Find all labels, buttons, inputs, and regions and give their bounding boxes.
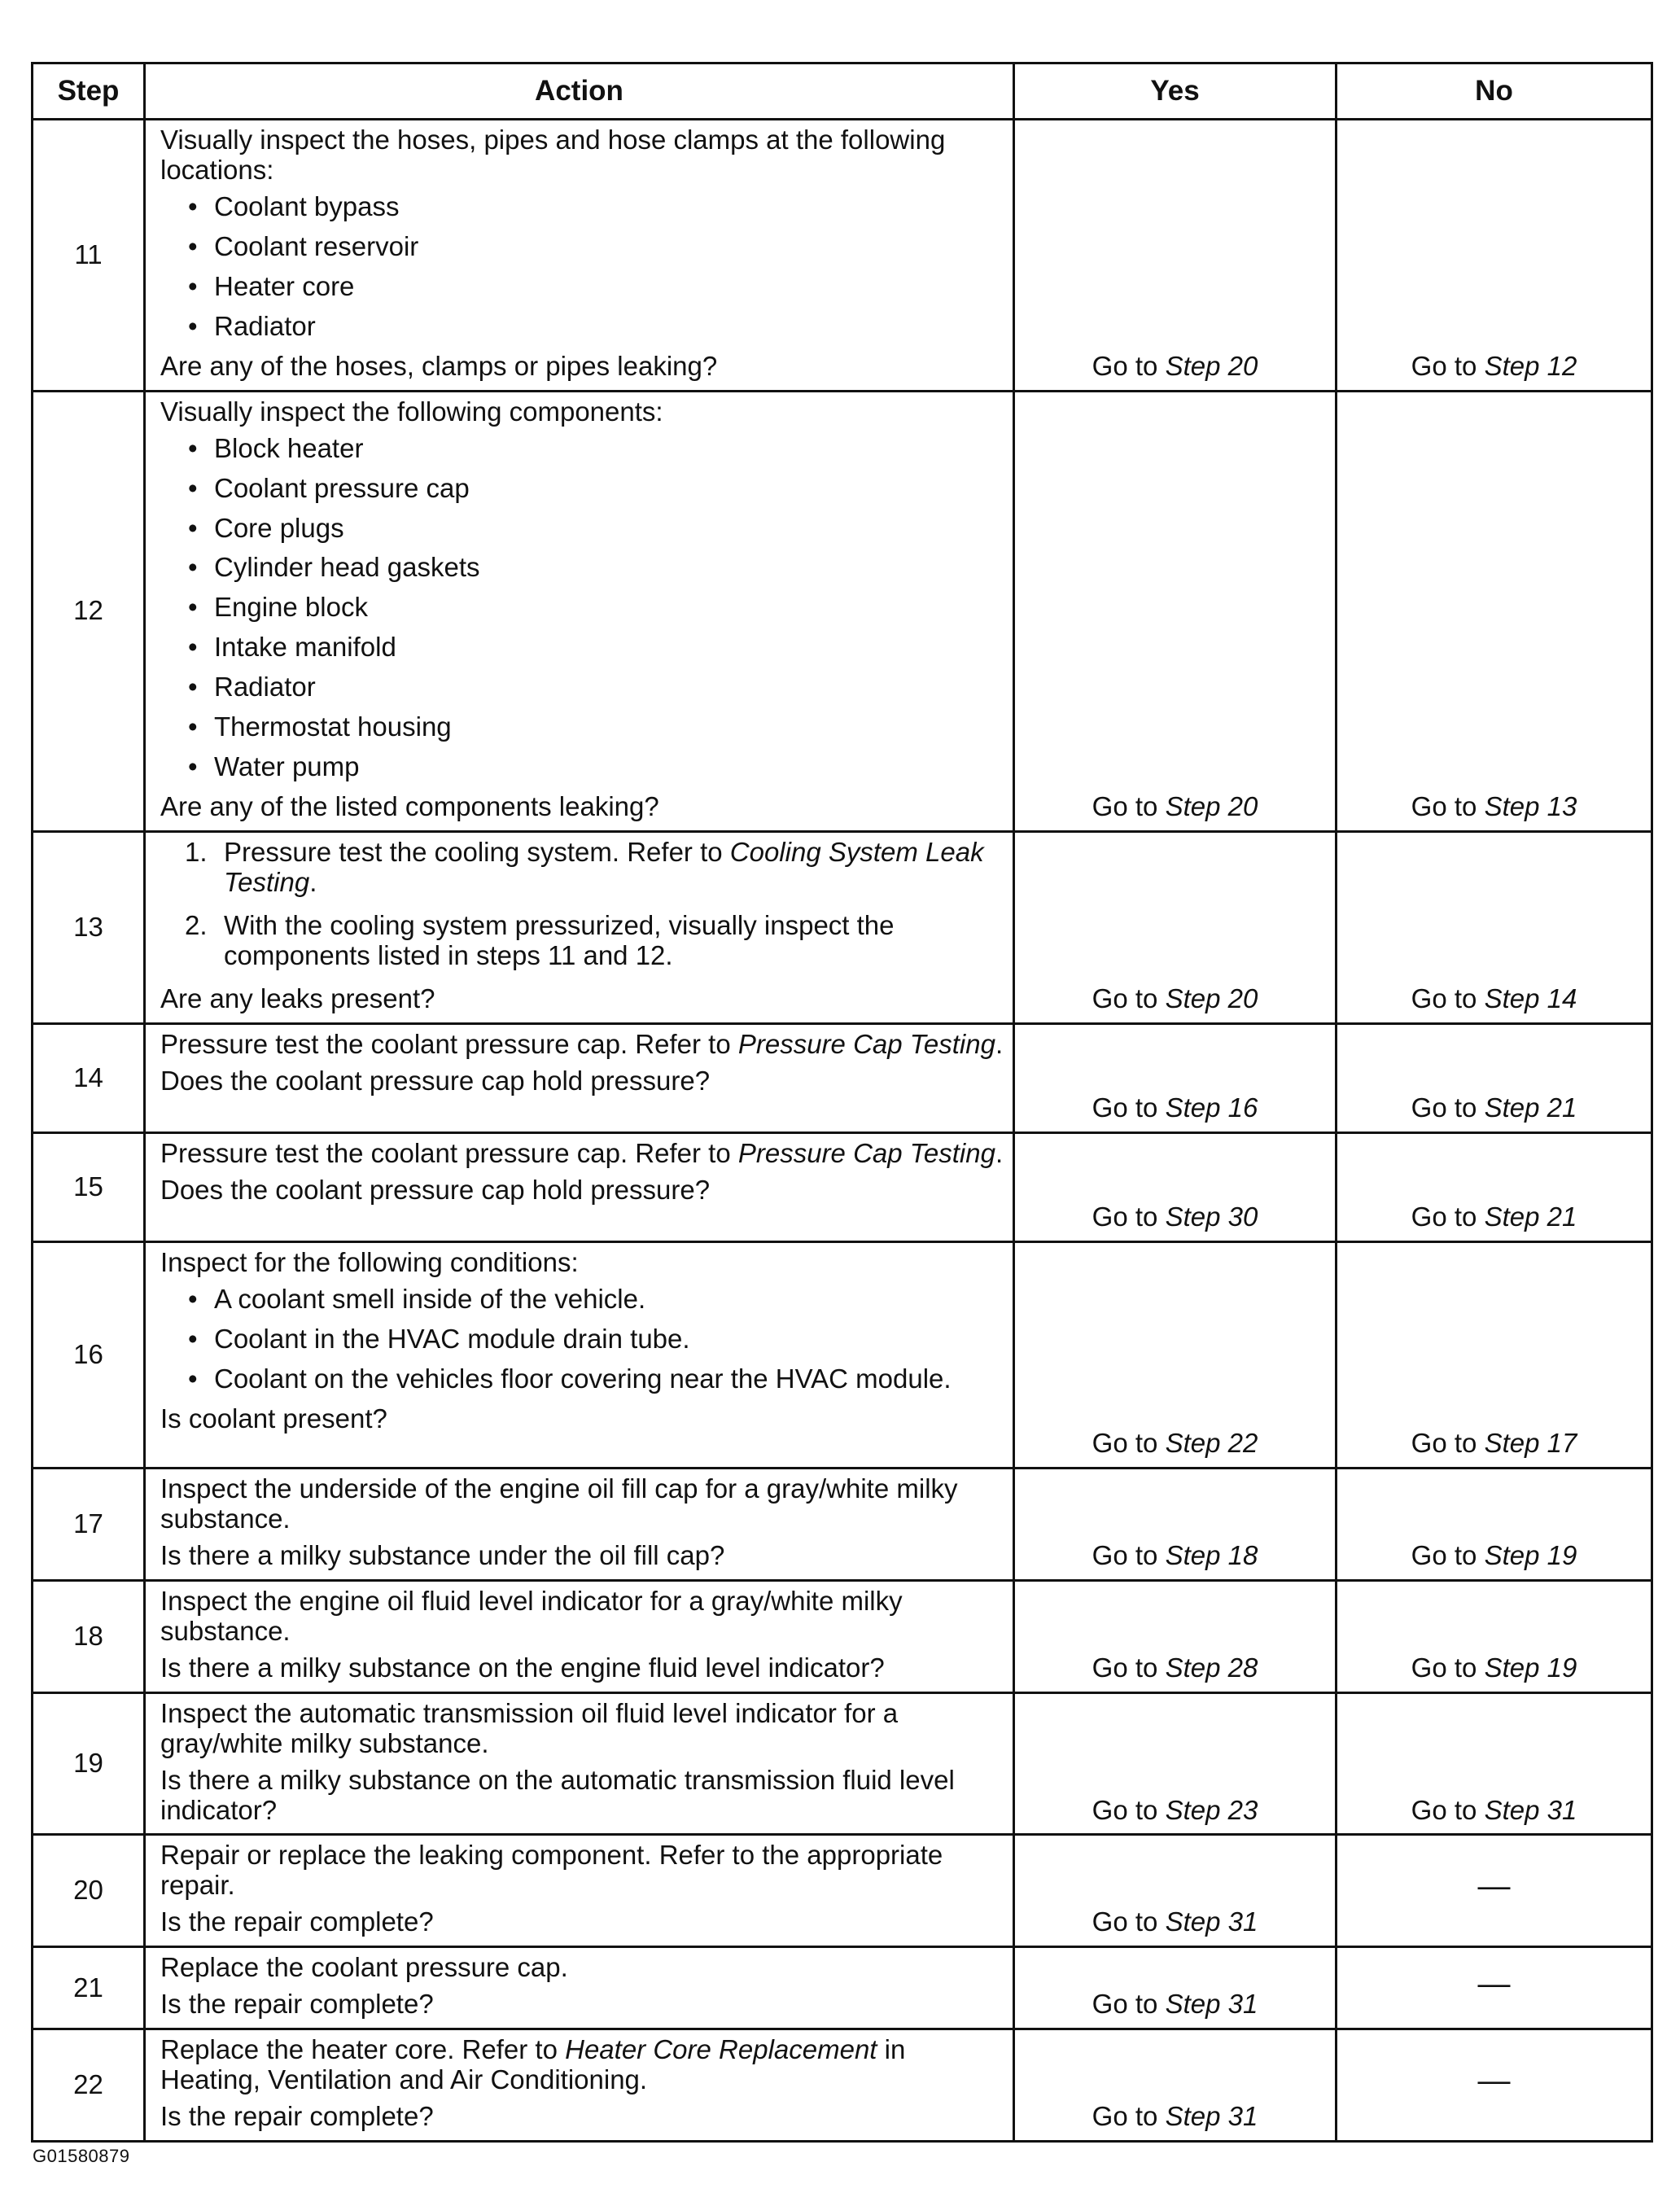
step-number: 20 [33,1835,145,1947]
instruction-text: Pressure test the coolant pressure cap. Refer to [160,1028,738,1059]
step-link[interactable]: Step 28 [1165,1652,1258,1683]
list-item: • A coolant smell inside of the vehicle. [160,1285,1004,1315]
action-question: Are any leaks present? [160,983,435,1013]
list-item [160,911,1004,971]
item-number: 1. [185,837,208,868]
reference-link[interactable]: Cooling System Leak Testing [224,837,984,898]
action-cell [145,1580,1014,1692]
step-link[interactable]: Step 13 [1484,791,1577,822]
yes-cell [1014,1241,1337,1468]
action-instruction: Inspect for the following conditions: [160,1246,579,1277]
action-question: Is coolant present? [160,1403,387,1434]
list-item: • Engine block [160,593,1004,623]
bullet-list [160,434,1004,783]
goto-prefix: Go to [1411,791,1485,822]
action-instruction [160,2035,1004,2095]
goto-prefix: Go to [1411,1794,1485,1825]
list-item: • Radiator [160,312,1004,342]
action-instruction [160,1030,1004,1060]
table-header-row [33,63,1652,120]
step-number: 15 [33,1132,145,1241]
yes-cell [1014,1947,1337,2029]
list-item: • Coolant pressure cap [160,474,1004,504]
list-item: • Intake manifold [160,633,1004,663]
action-question: Does the coolant pressure cap hold pressure? [160,1174,711,1205]
goto-prefix: Go to [1411,1201,1485,1232]
no-cell [1337,1468,1652,1580]
goto-prefix: Go to [1092,1906,1166,1937]
action-cell [145,1468,1014,1580]
yes-cell [1014,832,1337,1024]
table-row-step-14 [33,1023,1652,1132]
goto-prefix: Go to [1411,350,1485,381]
reference-link[interactable]: Pressure Cap Testing [737,1137,995,1168]
goto-prefix: Go to [1092,1989,1166,2020]
table-row-step-15 [33,1132,1652,1241]
table-row-step-17 [33,1468,1652,1580]
action-cell [145,2029,1014,2142]
action-cell [145,1132,1014,1241]
list-item: • Coolant in the HVAC module drain tube. [160,1324,1004,1355]
step-number: 19 [33,1692,145,1835]
yes-cell [1014,391,1337,831]
step-number: 18 [33,1580,145,1692]
action-cell [145,1692,1014,1835]
goto-prefix: Go to [1092,1427,1166,1458]
step-link[interactable]: Step 19 [1484,1652,1577,1683]
step-number: 12 [33,391,145,831]
instruction-text-after: . [995,1137,1004,1168]
goto-prefix: Go to [1092,350,1166,381]
yes-cell [1014,1580,1337,1692]
goto-prefix: Go to [1411,1092,1485,1123]
instruction-text: Replace the heater core. Refer to [160,2034,566,2065]
step-link[interactable]: Step 21 [1484,1201,1577,1232]
header-yes: Yes [1014,63,1337,120]
no-cell [1337,1692,1652,1835]
action-instruction: Repair or replace the leaking component. Refer to the appropriate repair. [160,1840,943,1901]
step-link[interactable]: Step 23 [1165,1794,1258,1825]
step-link[interactable]: Step 30 [1165,1201,1258,1232]
goto-prefix: Go to [1411,1427,1485,1458]
action-cell [145,391,1014,831]
step-number: 16 [33,1241,145,1468]
bullet-list [160,192,1004,342]
step-number: 13 [33,832,145,1024]
action-cell [145,1947,1014,2029]
goto-prefix: Go to [1092,1201,1166,1232]
instruction-text-after: . [995,1028,1004,1059]
goto-prefix: Go to [1092,791,1166,822]
action-instruction: Visually inspect the hoses, pipes and hose clamps at the following locations: [160,125,946,185]
reference-link[interactable]: Pressure Cap Testing [737,1028,995,1059]
step-link[interactable]: Step 20 [1165,350,1258,381]
step-link[interactable]: Step 19 [1484,1539,1577,1570]
action-instruction: Inspect the underside of the engine oil fill cap for a gray/white milky substance. [160,1473,958,1534]
step-link[interactable]: Step 12 [1484,350,1577,381]
table-row-step-19 [33,1692,1652,1835]
no-cell-dash: — [1337,1947,1652,2029]
list-item: • Thermostat housing [160,712,1004,742]
no-cell [1337,1023,1652,1132]
goto-prefix: Go to [1092,1539,1166,1570]
reference-link[interactable]: Heater Core Replacement [565,2034,877,2065]
action-instruction: Inspect the automatic transmission oil fluid level indicator for a gray/white milky substance. [160,1697,899,1758]
numbered-list [160,838,1004,971]
no-cell [1337,1132,1652,1241]
table-row-step-12 [33,391,1652,831]
yes-cell [1014,120,1337,392]
goto-prefix: Go to [1092,1794,1166,1825]
step-link[interactable]: Step 31 [1165,1989,1258,2020]
list-item: • Block heater [160,434,1004,464]
action-cell [145,1241,1014,1468]
goto-prefix: Go to [1411,1539,1485,1570]
step-link[interactable]: Step 20 [1165,983,1258,1013]
item-text: With the cooling system pressurized, visually inspect the components listed in steps 11 and 12. [224,910,895,971]
goto-prefix: Go to [1411,1652,1485,1683]
goto-prefix: Go to [1092,1092,1166,1123]
yes-cell [1014,1835,1337,1947]
action-instruction [160,1139,1004,1169]
action-question: Is there a milky substance under the oil fill cap? [160,1539,725,1570]
yes-cell [1014,1023,1337,1132]
action-instruction: Inspect the engine oil fluid level indicator for a gray/white milky substance. [160,1585,903,1646]
header-no: No [1337,63,1652,120]
bullet-list [160,1285,1004,1394]
list-item: • Radiator [160,672,1004,703]
header-action: Action [145,63,1014,120]
table-row-step-18 [33,1580,1652,1692]
action-question: Does the coolant pressure cap hold pressure? [160,1065,711,1096]
no-cell [1337,1580,1652,1692]
no-cell [1337,832,1652,1024]
yes-cell [1014,1692,1337,1835]
action-cell [145,120,1014,392]
step-link[interactable]: Step 14 [1484,983,1577,1013]
yes-cell [1014,1468,1337,1580]
step-link[interactable]: Step 31 [1165,2101,1258,2132]
item-number: 2. [185,910,208,941]
action-cell [145,1023,1014,1132]
list-item: • Coolant on the vehicles floor covering near the HVAC module. [160,1364,1004,1394]
step-link[interactable]: Step 16 [1165,1092,1258,1123]
action-question: Is the repair complete? [160,1906,434,1937]
list-item: • Coolant bypass [160,192,1004,222]
goto-prefix: Go to [1092,983,1166,1013]
list-item: • Core plugs [160,514,1004,544]
action-cell [145,832,1014,1024]
goto-prefix: Go to [1411,983,1485,1013]
action-instruction: Visually inspect the following components: [160,396,663,427]
no-cell-dash: — [1337,2029,1652,2142]
no-cell-dash: — [1337,1835,1652,1947]
step-number: 11 [33,120,145,392]
step-number: 14 [33,1023,145,1132]
action-question: Is there a milky substance on the automatic transmission fluid level indicator? [160,1764,955,1825]
goto-prefix: Go to [1092,2101,1166,2132]
item-text: Pressure test the cooling system. Refer to [224,837,730,868]
step-link[interactable]: Step 18 [1165,1539,1258,1570]
step-link[interactable]: Step 31 [1484,1794,1577,1825]
yes-cell [1014,1132,1337,1241]
table-row-step-20 [33,1835,1652,1947]
table-row-step-21 [33,1947,1652,2029]
step-link[interactable]: Step 21 [1484,1092,1577,1123]
list-item: • Heater core [160,272,1004,302]
no-cell [1337,391,1652,831]
yes-cell [1014,2029,1337,2142]
diagnostic-table [31,62,1653,2143]
figure-id: G01580879 [33,2146,130,2166]
action-question: Is the repair complete? [160,1989,434,2020]
list-item: • Water pump [160,752,1004,782]
step-link[interactable]: Step 20 [1165,791,1258,822]
instruction-text-after: in Heating, Ventilation and Air Conditioning. [160,2034,906,2095]
action-question: Are any of the listed components leaking? [160,791,659,822]
action-cell [145,1835,1014,1947]
item-text-after: . [309,867,317,898]
table-row-step-16 [33,1241,1652,1468]
list-item [160,838,1004,898]
list-item: • Coolant reservoir [160,232,1004,262]
table-row-step-22 [33,2029,1652,2142]
action-instruction: Replace the coolant pressure cap. [160,1952,568,1983]
step-link[interactable]: Step 17 [1484,1427,1577,1458]
step-number: 21 [33,1947,145,2029]
step-number: 22 [33,2029,145,2142]
no-cell [1337,1241,1652,1468]
step-link[interactable]: Step 31 [1165,1906,1258,1937]
step-link[interactable]: Step 22 [1165,1427,1258,1458]
action-question: Is the repair complete? [160,2101,434,2132]
step-number: 17 [33,1468,145,1580]
table-row-step-11 [33,120,1652,392]
instruction-text: Pressure test the coolant pressure cap. Refer to [160,1137,738,1168]
table-row-step-13 [33,832,1652,1024]
action-question: Is there a milky substance on the engine fluid level indicator? [160,1652,885,1683]
no-cell [1337,120,1652,392]
header-step: Step [33,63,145,120]
action-question: Are any of the hoses, clamps or pipes leaking? [160,350,718,381]
goto-prefix: Go to [1092,1652,1166,1683]
list-item: • Cylinder head gaskets [160,553,1004,583]
